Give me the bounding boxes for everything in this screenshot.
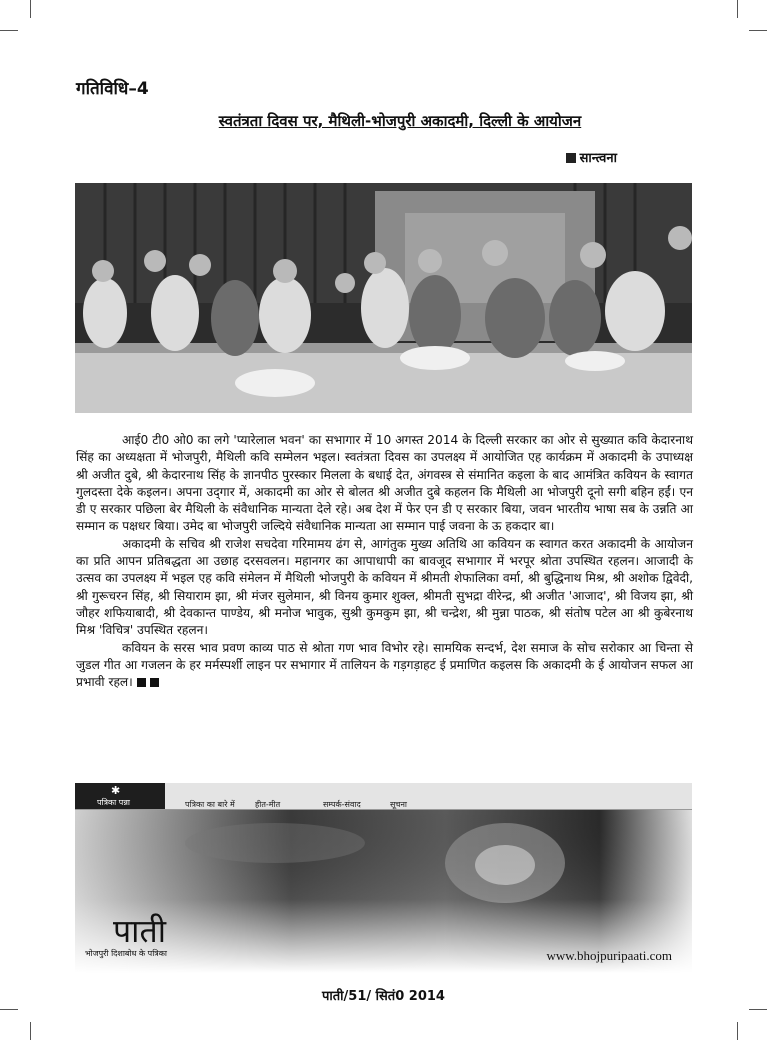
magazine-logo: पाती [113, 912, 166, 950]
nav-item-contact[interactable]: सम्पर्क-संवाद [323, 800, 361, 809]
crop-mark [0, 30, 18, 31]
nav-item-notice[interactable]: सूचना [390, 800, 407, 809]
article-paragraph: अकादमी के सचिव श्री राजेश सचदेवा गरिमामय ढंग से, आगंतुक मुख्य अतिथि आ कवियन क स्वागत करत अकादमी के आयोजन का प्रति आपन प्रतिबद्धता आ उछाह दरसवलन। महानगर का आपाधापी का बावजूद सभागार में भरपूर श्रोता उपस्थित रहलन। आजादी के उत्सव का उपलक्ष्य में भइल एह कवि संमेलन में मैथिली भोजपुरी के कवियन में श्रीमती शेफालिका वर्मा, श्री बुद्धिनाथ मिश्र, श्री अशोक द्विवेदी, श्री गुरूचरन सिंह, श्री सियाराम झा, श्री मंजर सुलेमान, श्री विनय कुमार शुक्ल, श्रीमती सुभद्रा वीरेन्द्र, श्री अजीत 'आजाद', श्री विजय झा, श्री जौहर शफियाबादी, श्री देवकान्त पाण्डेय, श्री मनोज भावुक, सुश्री कुमकुम झा, श्री चन्द्रेश, श्री मुन्ना पाठक, श्री संतोष पटेल आ श्री कुबेरनाथ मिश्र 'विचित्र' उपस्थित रहलन। [76, 536, 693, 638]
end-mark-icon [137, 678, 146, 687]
lotus-icon: ✱ [111, 784, 121, 797]
magazine-banner [75, 783, 692, 973]
nav-item-friends[interactable]: हीत-मीत [255, 800, 281, 809]
nav-item-about[interactable]: पत्रिका का बारे में [185, 800, 235, 809]
crop-mark [749, 30, 767, 31]
event-photo [75, 183, 692, 413]
crop-mark [749, 1009, 767, 1010]
website-url: www.bhojpuripaati.com [546, 948, 672, 963]
crop-mark [737, 0, 738, 18]
article-body [76, 432, 693, 691]
banner-nav [75, 783, 692, 810]
article-paragraph [76, 640, 693, 692]
end-mark-icon [150, 678, 159, 687]
crop-mark [30, 0, 31, 18]
author-byline [566, 148, 617, 166]
banner-background [75, 783, 692, 973]
crop-mark [0, 1009, 18, 1010]
section-label: गतिविधि–4 [76, 79, 149, 99]
magazine-tagline: भोजपुरी दिशाबोध के पत्रिका [85, 949, 167, 958]
page-footer: पाती/51/ सितं0 2014 [322, 989, 445, 1004]
article-paragraph-text: कवियन के सरस भाव प्रवण काव्य पाठ से श्रोता गण भाव विभोर रहे। सामयिक सन्दर्भ, देश समाज के सोच सरोकार आ चिन्ता से जुडल गीत आ गजलन के हर मर्मस्पर्शी लाइन पर सभागार में तालियन के गड़गड़ाहट ई प्रमाणित कइलस कि अकादमी के ई आयोजन सफल आ प्रभावी रहल। [76, 640, 693, 690]
square-bullet-icon [566, 153, 576, 163]
article-paragraph: आई0 टी0 ओ0 का लगे 'प्यारेलाल भवन' का सभागार में 10 अगस्त 2014 के दिल्ली सरकार का ओर से सुख्यात कवि केदारनाथ सिंह का अध्यक्षता में भोजपुरी, मैथिली कवि सम्मेलन भइल। स्वतंत्रता दिवस का उपलक्ष्य में आयोजित एह कार्यक्रम में अकादमी के उपाध्यक्ष श्री अजीत दुबे, श्री केदारनाथ सिंह के ज्ञानपीठ पुरस्कार मिलला के बधाई देत, अंगवस्त्र से संमानित कइला के बाद आमंत्रित कवियन के स्वागत गुलदस्ता देके कइलन। अपना उद्‌गार में, अकादमी का ओर से बोलत श्री अजीत दुबे कहलन कि मैथिली आ भोजपुरी दूनो सगी बहिन हईं। एन डी ए सरकार पछिला बेर मैथिली के संवैधानिक मान्यता देले रहे। अब देश में फेर एन डी ए सरकार बिया, जवन भारतीय भाषा सब के उन्नति आ सम्मान क पक्षधर बिया। उमेद बा भोजपुरी जल्दिये संवैधानिक मान्यता आ सम्मान पाई जवना के ऊ हकदार बा। [76, 433, 693, 534]
event-photo-illustration [75, 183, 692, 413]
nav-item-home[interactable] [75, 783, 165, 809]
crop-mark [737, 1022, 738, 1040]
crop-mark [30, 1022, 31, 1040]
nav-item-label: पत्रिका पन्ना [97, 798, 130, 807]
author-name: सान्त्वना [579, 151, 617, 166]
article-title: स्वतंत्रता दिवस पर, मैथिली-भोजपुरी अकादमी, दिल्ली के आयोजन [218, 112, 582, 130]
